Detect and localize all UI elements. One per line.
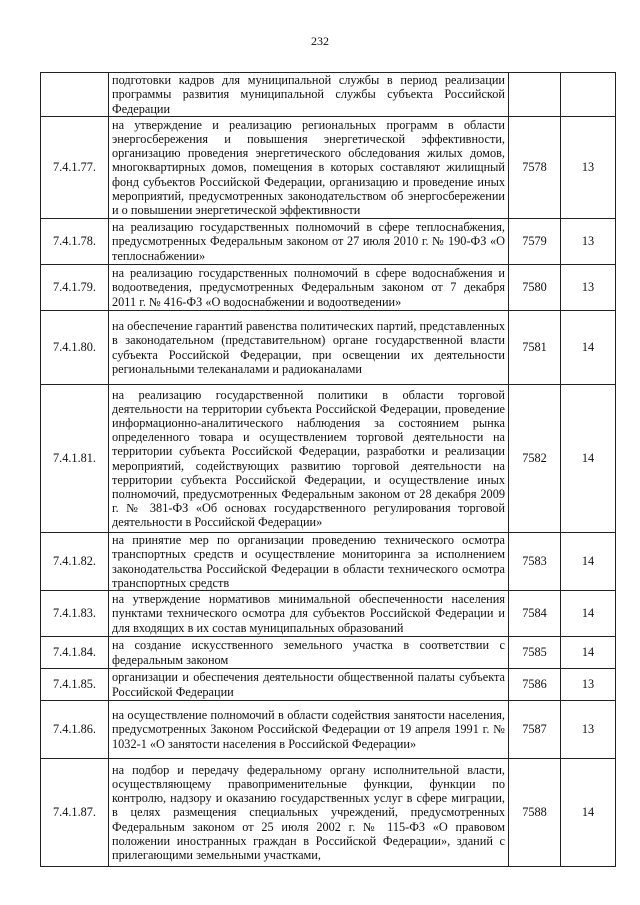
row-description: на создание искусственного земельного участка в соответствии с федеральным законом	[109, 637, 509, 669]
row-number: 7.4.1.85.	[41, 669, 109, 701]
row-value: 13	[561, 117, 616, 219]
table-row	[41, 533, 616, 591]
row-number: 7.4.1.82.	[41, 533, 109, 591]
table-row	[41, 73, 616, 117]
row-value: 14	[561, 533, 616, 591]
row-value: 13	[561, 219, 616, 265]
row-code: 7578	[509, 117, 561, 219]
row-code: 7580	[509, 265, 561, 311]
row-value: 13	[561, 265, 616, 311]
budget-code-table	[40, 72, 616, 867]
row-code: 7581	[509, 311, 561, 385]
row-description: на осуществление полномочий в области содействия занятости населения, предусмотренных Законом Российской Федерации от 19 апреля 1991 г. № 1032-1 «О занятости населения в Российской Федерации»	[109, 701, 509, 759]
row-number: 7.4.1.79.	[41, 265, 109, 311]
row-number: 7.4.1.80.	[41, 311, 109, 385]
row-code: 7584	[509, 591, 561, 637]
page-number: 232	[311, 34, 329, 48]
row-number: 7.4.1.78.	[41, 219, 109, 265]
row-code: 7579	[509, 219, 561, 265]
row-description: на реализацию государственной политики в области торговой деятельности на территории субъекта Российской Федерации, проведение информационно-аналитического наблюдения за состоянием рынка определенного товара и осуществлением торговой деятельности на территории субъекта Российской Федерации, разработки и реализации мероприятий, содействующих развитию торговой деятельности на территории субъекта Российской Федерации, и осуществление иных полномочий, предусмотренных Федеральным законом от 28 декабря 2009 г. № 381-ФЗ «Об основах государственного регулирования торговой деятельности в Российской Федерации»	[109, 385, 509, 533]
row-number: 7.4.1.81.	[41, 385, 109, 533]
row-value: 14	[561, 759, 616, 867]
row-value: 14	[561, 637, 616, 669]
row-code: 7587	[509, 701, 561, 759]
row-description: на реализацию государственных полномочий в сфере водоснабжения и водоотведения, предусмотренных Федеральным законом от 7 декабря 2011 г. № 416-ФЗ «О водоснабжении и водоотведении»	[109, 265, 509, 311]
row-value: 14	[561, 591, 616, 637]
row-code: 7585	[509, 637, 561, 669]
row-description: на реализацию государственных полномочий в сфере теплоснабжения, предусмотренных Федеральным законом от 27 июля 2010 г. № 190-ФЗ «О теплоснабжении»	[109, 219, 509, 265]
row-number: 7.4.1.86.	[41, 701, 109, 759]
row-number: 7.4.1.83.	[41, 591, 109, 637]
row-description: организации и обеспечения деятельности общественной палаты субъекта Российской Федерации	[109, 669, 509, 701]
table-row	[41, 311, 616, 385]
table-row	[41, 637, 616, 669]
row-description: на утверждение и реализацию региональных программ в области энергосбережения и повышения энергетической эффективности, организацию проведения энергетического обследования жилых домов, многоквартирных домов, помещения в которых составляют жилищный фонд субъектов Российской Федерации, организацию и проведение иных мероприятий, предусмотренных законодательством об энергосбережении и о повышении энергетической эффективности	[109, 117, 509, 219]
row-value: 14	[561, 311, 616, 385]
row-code	[509, 73, 561, 117]
table-row	[41, 219, 616, 265]
table-row	[41, 759, 616, 867]
row-value: 13	[561, 701, 616, 759]
row-value: 13	[561, 669, 616, 701]
row-description: на утверждение нормативов минимальной обеспеченности населения пунктами технического осмотра для субъектов Российской Федерации и для входящих в их состав муниципальных образований	[109, 591, 509, 637]
row-number: 7.4.1.77.	[41, 117, 109, 219]
table-row	[41, 265, 616, 311]
row-code: 7583	[509, 533, 561, 591]
row-description: на подбор и передачу федеральному органу исполнительной власти, осуществляющему правоприменительные функции, функции по контролю, надзору и оказанию государственных услуг в сфере миграции, в целях размещения специальных учреждений, предусмотренных Федеральным законом от 25 июля 2002 г. № 115-ФЗ «О правовом положении иностранных граждан в Российской Федерации», зданий с прилегающими земельными участками,	[109, 759, 509, 867]
table-row	[41, 385, 616, 533]
row-value	[561, 73, 616, 117]
row-code: 7588	[509, 759, 561, 867]
row-number	[41, 73, 109, 117]
table-row	[41, 701, 616, 759]
table-row	[41, 591, 616, 637]
row-number: 7.4.1.84.	[41, 637, 109, 669]
row-code: 7582	[509, 385, 561, 533]
table-row	[41, 117, 616, 219]
table-row	[41, 669, 616, 701]
row-value: 14	[561, 385, 616, 533]
row-number: 7.4.1.87.	[41, 759, 109, 867]
row-description: подготовки кадров для муниципальной службы в период реализации программы развития муниципальной службы субъекта Российской Федерации	[109, 73, 509, 117]
row-code: 7586	[509, 669, 561, 701]
row-description: на принятие мер по организации проведению технического осмотра транспортных средств и осуществление мониторинга за исполнением законодательства Российской Федерации в области технического осмотра транспортных средств	[109, 533, 509, 591]
row-description: на обеспечение гарантий равенства политических партий, представленных в законодательном (представительном) органе государственной власти субъекта Российской Федерации, при освещении их деятельности региональными телеканалами и радиоканалами	[109, 311, 509, 385]
